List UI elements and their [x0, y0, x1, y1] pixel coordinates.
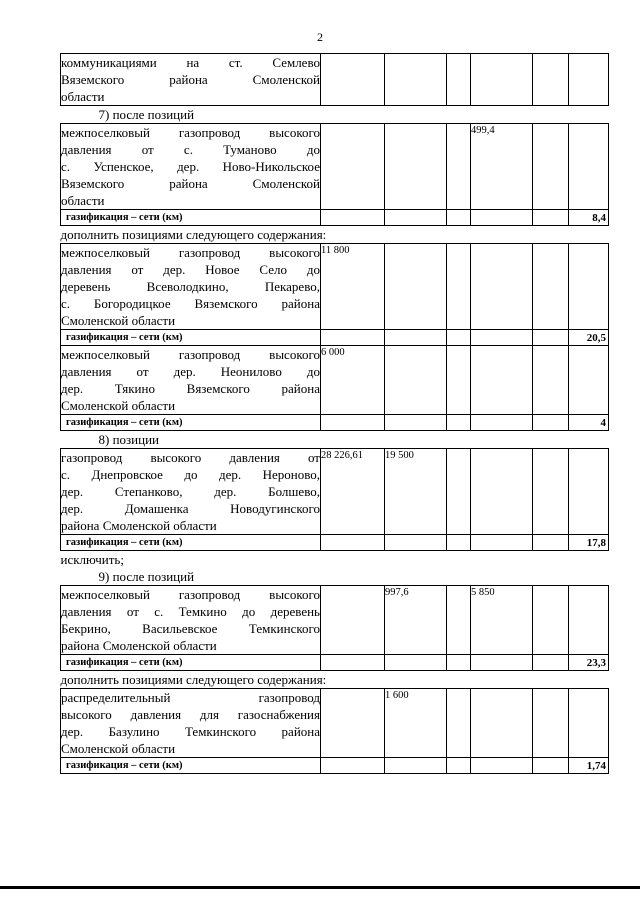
value-cell	[321, 758, 385, 774]
value-cell	[447, 758, 471, 774]
table-row	[61, 124, 609, 210]
value-cell	[447, 449, 471, 535]
description-line: дер. Степанково, дер. Болшево,	[61, 484, 320, 499]
value-cell	[533, 330, 569, 346]
table-row	[61, 244, 609, 330]
value-cell	[569, 54, 609, 106]
table-row	[61, 758, 609, 774]
value-cell	[533, 346, 569, 415]
description-line: межпоселковый газопровод высокого	[61, 125, 320, 140]
value-cell	[533, 54, 569, 106]
description-line: с. Днепровское до дер. Нероново,	[61, 467, 320, 482]
subtotal-label: газификация – сети (км)	[61, 535, 321, 551]
value-cell: 997,6	[385, 586, 447, 655]
table-row	[61, 671, 609, 689]
table-row	[61, 551, 609, 569]
value-cell	[569, 689, 609, 758]
value-cell	[471, 54, 533, 106]
instruction-text: дополнить позициями следующего содержания:	[60, 672, 327, 687]
table-row	[61, 689, 609, 758]
table-row	[61, 330, 609, 346]
value-cell	[447, 244, 471, 330]
page-number: 2	[317, 30, 323, 44]
position-description	[61, 244, 321, 330]
subtotal-label: газификация – сети (км)	[61, 330, 321, 346]
instruction-text: 9) после позиций	[98, 569, 195, 584]
table-row	[61, 346, 609, 415]
value-cell	[385, 415, 447, 431]
value-cell	[447, 346, 471, 415]
description-line: Бекрино, Васильевское Темкинского	[61, 621, 320, 636]
description-line: давления от с. Туманово до	[61, 142, 320, 157]
description-line: давления от дер. Новое Село до	[61, 262, 320, 277]
value-cell	[471, 449, 533, 535]
value-cell	[447, 655, 471, 671]
value-cell	[321, 210, 385, 226]
value-cell	[471, 535, 533, 551]
description-line: деревень Всеволодкино, Пекарево,	[61, 279, 320, 294]
value-cell	[569, 586, 609, 655]
description-line: Смоленской области	[61, 398, 176, 413]
description-line: района Смоленской области	[61, 518, 217, 533]
value-cell	[471, 346, 533, 415]
value-cell	[385, 346, 447, 415]
description-line: Вяземского района Смоленской	[61, 72, 320, 87]
value-cell	[533, 124, 569, 210]
value-cell	[471, 244, 533, 330]
value-cell	[447, 415, 471, 431]
value-cell	[321, 586, 385, 655]
instruction-text: 8) позиции	[98, 432, 159, 447]
value-cell	[447, 689, 471, 758]
table-row	[61, 655, 609, 671]
value-cell	[533, 415, 569, 431]
value-cell	[447, 210, 471, 226]
value-cell	[471, 330, 533, 346]
description-line: области	[61, 193, 105, 208]
value-cell	[471, 689, 533, 758]
value-cell: 499,4	[471, 124, 533, 210]
table-row	[61, 449, 609, 535]
description-line: высокого давления для газоснабжения	[61, 707, 320, 722]
description-line: области	[61, 89, 105, 104]
subtotal-label: газификация – сети (км)	[61, 415, 321, 431]
subtotal-value: 20,5	[569, 330, 609, 346]
value-cell	[471, 415, 533, 431]
value-cell: 6 000	[321, 346, 385, 415]
subtotal-label: газификация – сети (км)	[61, 210, 321, 226]
table-row	[61, 54, 609, 106]
value-cell	[447, 330, 471, 346]
value-cell	[533, 535, 569, 551]
value-cell	[321, 415, 385, 431]
value-cell	[385, 655, 447, 671]
value-cell	[533, 758, 569, 774]
description-line: межпоселковый газопровод высокого	[61, 587, 320, 602]
table-row	[61, 535, 609, 551]
subtotal-value: 8,4	[569, 210, 609, 226]
value-cell	[321, 330, 385, 346]
description-line: с. Богородицкое Вяземского района	[61, 296, 320, 311]
value-cell	[533, 449, 569, 535]
value-cell	[321, 124, 385, 210]
value-cell	[321, 655, 385, 671]
value-cell	[447, 535, 471, 551]
description-line: Смоленской области	[61, 741, 176, 756]
description-line: с. Успенское, дер. Ново-Никольское	[61, 159, 320, 174]
description-line: межпоселковый газопровод высокого	[61, 245, 320, 260]
value-cell	[533, 655, 569, 671]
table-row	[61, 431, 609, 449]
value-cell	[569, 124, 609, 210]
instruction-text: 7) после позиций	[98, 107, 195, 122]
subtotal-label: газификация – сети (км)	[61, 758, 321, 774]
table-row	[61, 568, 609, 586]
description-line: Смоленской области	[61, 313, 176, 328]
table-body	[61, 54, 609, 774]
description-line: распределительный газопровод	[61, 690, 320, 705]
subtotal-value: 1,74	[569, 758, 609, 774]
position-description	[61, 586, 321, 655]
position-description	[61, 54, 321, 106]
value-cell	[447, 124, 471, 210]
value-cell	[385, 124, 447, 210]
value-cell	[385, 330, 447, 346]
value-cell	[321, 535, 385, 551]
value-cell	[569, 346, 609, 415]
value-cell	[385, 758, 447, 774]
instruction-text: исключить;	[60, 552, 124, 567]
position-description	[61, 346, 321, 415]
table-row	[61, 586, 609, 655]
subtotal-value: 4	[569, 415, 609, 431]
description-line: межпоселковый газопровод высокого	[61, 347, 320, 362]
value-cell	[471, 758, 533, 774]
value-cell: 28 226,61	[321, 449, 385, 535]
value-cell	[533, 689, 569, 758]
description-line: дер. Базулино Темкинского района	[61, 724, 320, 739]
value-cell	[385, 535, 447, 551]
table-row	[61, 210, 609, 226]
value-cell	[569, 244, 609, 330]
value-cell	[385, 210, 447, 226]
value-cell	[447, 54, 471, 106]
description-line: Вяземского района Смоленской	[61, 176, 320, 191]
value-cell: 5 850	[471, 586, 533, 655]
position-description	[61, 449, 321, 535]
value-cell	[385, 54, 447, 106]
subtotal-value: 23,3	[569, 655, 609, 671]
position-description	[61, 124, 321, 210]
description-line: дер. Домашенка Новодугинского	[61, 501, 320, 516]
value-cell	[533, 210, 569, 226]
value-cell	[471, 210, 533, 226]
gasification-table	[60, 53, 609, 774]
bottom-rule	[0, 886, 640, 889]
description-line: коммуникациями на ст. Семлево	[61, 55, 320, 70]
value-cell	[569, 449, 609, 535]
value-cell	[385, 244, 447, 330]
table-row	[61, 106, 609, 124]
table-row	[61, 226, 609, 244]
table-row	[61, 415, 609, 431]
position-description	[61, 689, 321, 758]
instruction-text: дополнить позициями следующего содержания:	[60, 227, 327, 242]
description-line: давления от с. Темкино до деревень	[61, 604, 320, 619]
description-line: давления от дер. Неонилово до	[61, 364, 320, 379]
value-cell	[533, 244, 569, 330]
value-cell: 1 600	[385, 689, 447, 758]
value-cell	[471, 655, 533, 671]
value-cell	[533, 586, 569, 655]
value-cell: 11 800	[321, 244, 385, 330]
subtotal-value: 17,8	[569, 535, 609, 551]
description-line: дер. Тякино Вяземского района	[61, 381, 320, 396]
value-cell	[447, 586, 471, 655]
value-cell	[321, 689, 385, 758]
subtotal-label: газификация – сети (км)	[61, 655, 321, 671]
description-line: газопровод высокого давления от	[61, 450, 320, 465]
value-cell	[321, 54, 385, 106]
value-cell: 19 500	[385, 449, 447, 535]
description-line: района Смоленской области	[61, 638, 217, 653]
